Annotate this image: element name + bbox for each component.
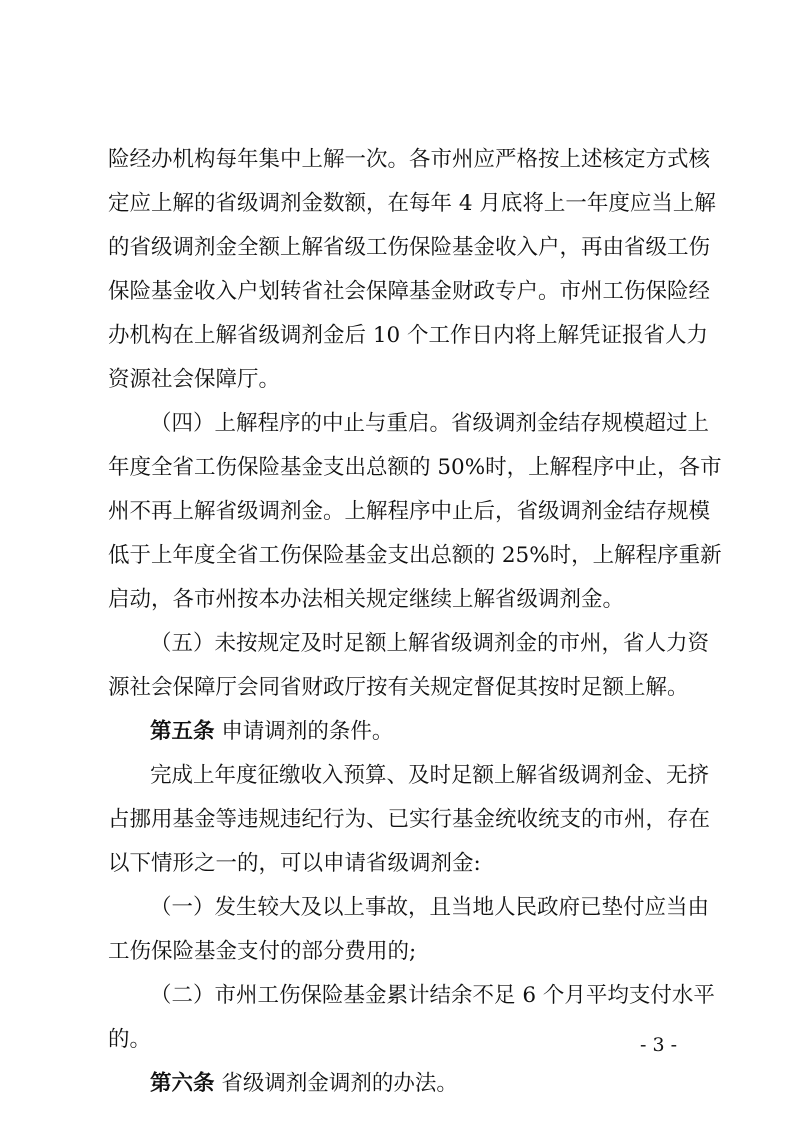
text-line: 保险基金收入户划转省社会保障基金财政专户。市州工伤保险经	[108, 279, 711, 304]
text-line: 险经办机构每年集中上解一次。各市州应严格按上述核定方式核	[108, 147, 711, 172]
article-5-heading: 第五条	[150, 719, 215, 744]
page-number: - 3 -	[640, 1034, 678, 1056]
article-6-line	[150, 1064, 698, 1104]
text-line: （二）市州工伤保险基金累计结余不足 6 个月平均支付水平	[150, 983, 715, 1008]
text-line: 占挪用基金等违规违纪行为、已实行基金统收统支的市州，存在	[108, 807, 711, 832]
text-line: （一）发生较大及以上事故，且当地人民政府已垫付应当由	[150, 895, 710, 920]
text-line: 启动，各市州按本办法相关规定继续上解省级调剂金。	[108, 587, 625, 612]
text-line: 工伤保险基金支付的部分费用的;	[108, 939, 417, 964]
article-5-title: 申请调剂的条件。	[221, 719, 394, 744]
text-line: 的省级调剂金全额上解省级工伤保险基金收入户，再由省级工伤	[108, 235, 711, 260]
text-line: （五）未按规定及时足额上解省级调剂金的市州，省人力资	[150, 631, 710, 656]
text-line: （四）上解程序的中止与重启。省级调剂金结存规模超过上	[150, 411, 710, 436]
text-line: 办机构在上解省级调剂金后 10 个工作日内将上解凭证报省人力	[108, 323, 709, 348]
article-6-title: 省级调剂金调剂的办法。	[221, 1071, 458, 1096]
article-6-heading: 第六条	[150, 1071, 215, 1096]
text-line: 源社会保障厅会同省财政厅按有关规定督促其按时足额上解。	[108, 675, 689, 700]
text-line: 资源社会保障厅。	[108, 367, 281, 392]
text-line: 完成上年度征缴收入预算、及时足额上解省级调剂金、无挤	[150, 763, 710, 788]
text-line: 定应上解的省级调剂金数额，在每年 4 月底将上一年度应当上解	[108, 191, 716, 216]
article-5-line	[150, 712, 698, 752]
text-line: 的。	[108, 1027, 152, 1052]
text-line: 低于上年度全省工伤保险基金支出总额的 25%时，上解程序重新	[108, 543, 722, 568]
text-line: 年度全省工伤保险基金支出总额的 50%时，上解程序中止，各市	[108, 455, 722, 480]
text-line: 州不再上解省级调剂金。上解程序中止后，省级调剂金结存规模	[108, 499, 711, 524]
text-line: 以下情形之一的，可以申请省级调剂金:	[108, 851, 481, 876]
